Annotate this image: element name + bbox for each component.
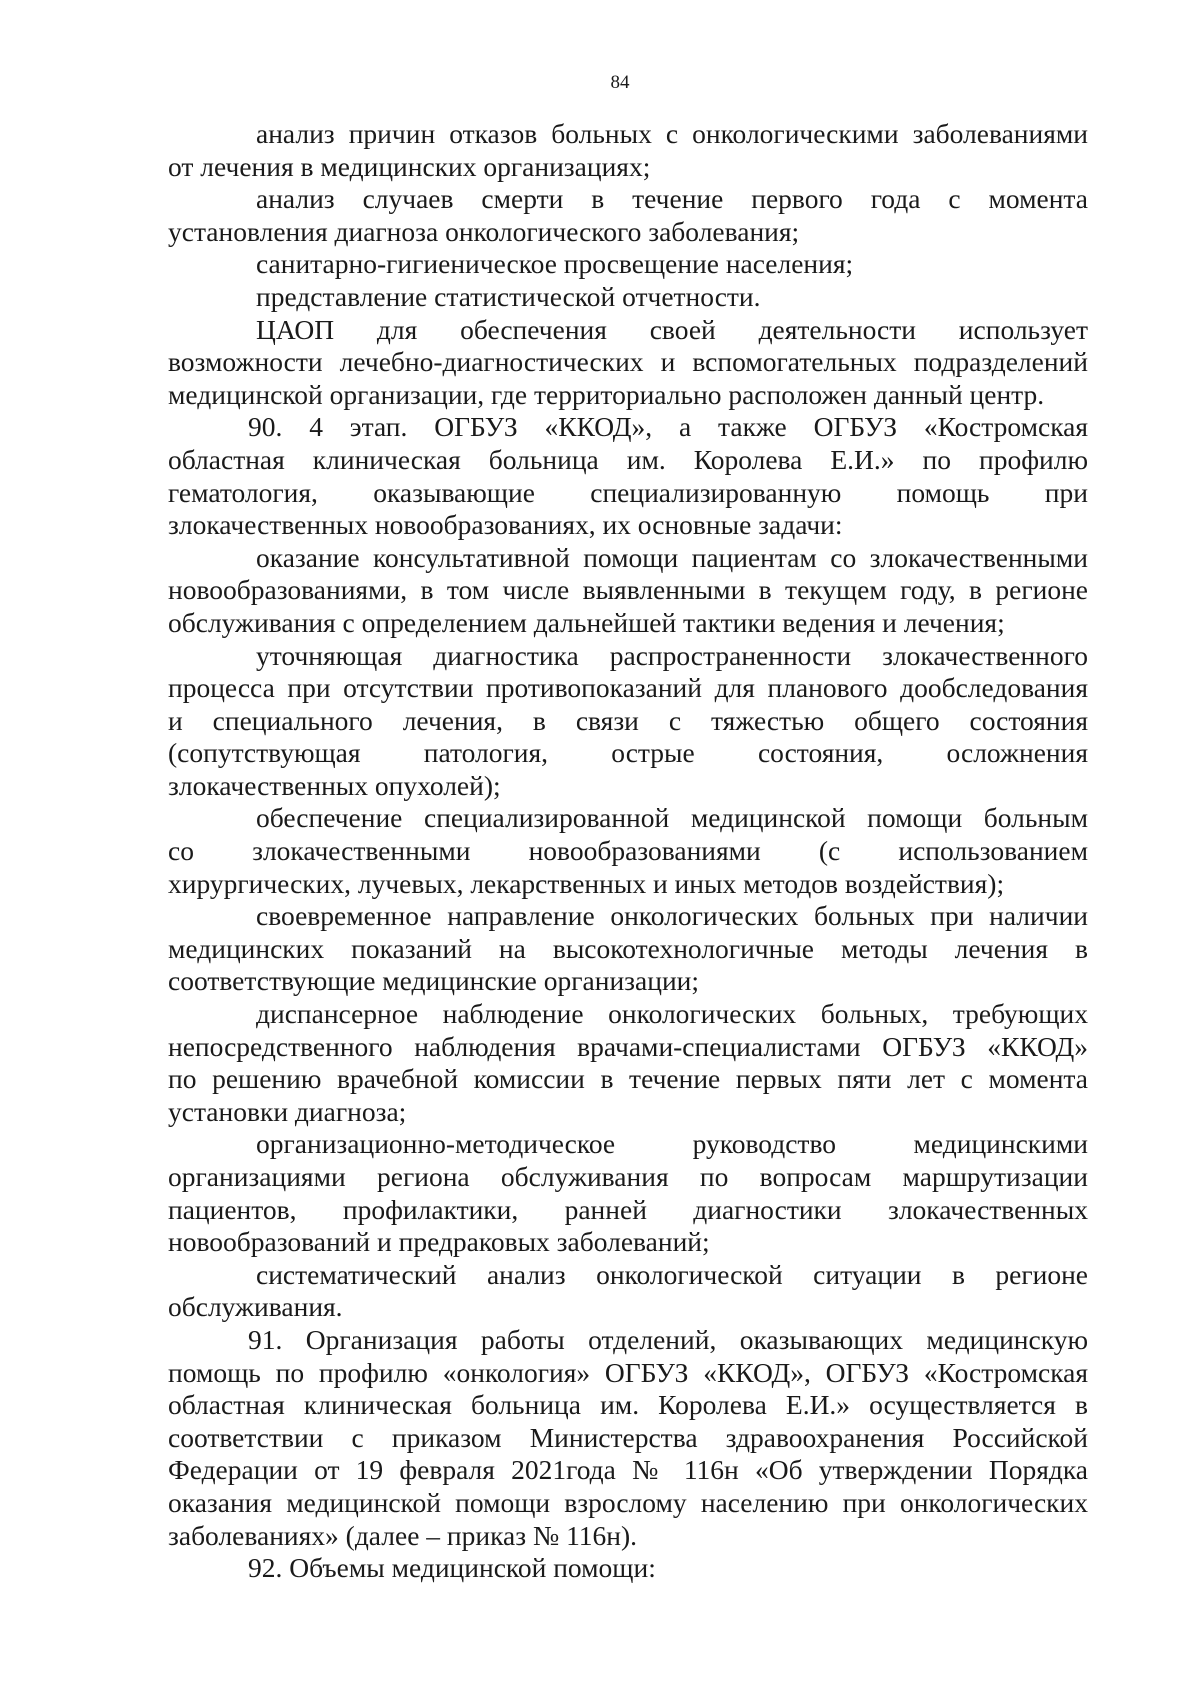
text-line: со злокачественными новообразованиями (с использованием: [168, 835, 1088, 867]
text-line: областная клиническая больница им. Королева Е.И.» осуществляется в: [168, 1389, 1088, 1421]
text-line: (сопутствующая патология, острые состояния, осложнения: [168, 737, 1088, 769]
page-number: 84: [610, 72, 630, 93]
text-line: анализ случаев смерти в течение первого года с момента: [256, 183, 1088, 215]
list-item-paragraph: [168, 183, 1088, 248]
text-line: соответствии с приказом Министерства здравоохранения Российской: [168, 1421, 1088, 1453]
text-line: оказания медицинской помощи взрослому населению при онкологических: [168, 1486, 1088, 1518]
text-line: 90. 4 этап. ОГБУЗ «ККОД», а также ОГБУЗ «Костромская: [248, 411, 1088, 443]
numbered-paragraph: [168, 411, 1088, 541]
list-item-paragraph: [168, 1128, 1088, 1258]
text-line: непосредственного наблюдения врачами-специалистами ОГБУЗ «ККОД»: [168, 1030, 1088, 1062]
text-line: представление статистической отчетности.: [256, 280, 761, 312]
text-line: медицинских показаний на высокотехнологичные методы лечения в: [168, 932, 1088, 964]
text-line: 92. Объемы медицинской помощи:: [248, 1552, 656, 1584]
text-line: организациями региона обслуживания по вопросам маршрутизации: [168, 1161, 1088, 1192]
list-item-paragraph: [168, 281, 1088, 314]
text-line: санитарно-гигиеническое просвещение населения;: [256, 248, 854, 280]
text-line: установки диагноза;: [168, 1095, 407, 1127]
numbered-paragraph: [168, 1324, 1088, 1552]
list-item-paragraph: [168, 542, 1088, 640]
list-item-paragraph: [168, 248, 1088, 281]
text-line: организационно-методическое руководство медицинскими: [256, 1128, 1088, 1160]
text-line: обслуживания.: [168, 1291, 343, 1323]
text-line: областная клиническая больница им. Королева Е.И.» по профилю: [168, 443, 1088, 475]
text-line: уточняющая диагностика распространенности злокачественного: [256, 639, 1088, 671]
text-line: соответствующие медицинские организации;: [168, 965, 700, 997]
text-line: злокачественных опухолей);: [168, 769, 501, 801]
text-line: систематический анализ онкологической ситуации в регионе: [256, 1258, 1088, 1290]
list-item-paragraph: [168, 118, 1088, 183]
text-line: 91. Организация работы отделений, оказывающих медицинскую: [248, 1323, 1088, 1355]
list-item-paragraph: [168, 900, 1088, 998]
list-item-paragraph: [168, 1259, 1088, 1324]
text-line: процесса при отсутствии противопоказаний для планового дообследования: [168, 672, 1088, 704]
text-line: помощь по профилю «онкология» ОГБУЗ «ККОД», ОГБУЗ «Костромская: [168, 1356, 1088, 1388]
text-line: от лечения в медицинских организациях;: [168, 150, 651, 182]
text-line: и специального лечения, в связи с тяжестью общего состояния: [168, 704, 1088, 736]
text-line: медицинской организации, где территориально расположен данный центр.: [168, 378, 1045, 410]
text-line: заболеваниях» (далее – приказ № 116н).: [168, 1519, 638, 1551]
text-line: обеспечение специализированной медицинской помощи больным: [256, 802, 1088, 834]
text-line: гематология, оказывающие специализированную помощь при: [168, 476, 1088, 508]
text-line: хирургических, лучевых, лекарственных и иных методов воздействия);: [168, 867, 1005, 899]
document-body: [168, 118, 1088, 1585]
list-item-paragraph: [168, 314, 1088, 412]
text-line: новообразованиями, в том числе выявленными в текущем году, в регионе: [168, 574, 1088, 606]
text-line: оказание консультативной помощи пациентам со злокачественными: [256, 541, 1088, 573]
text-line: анализ причин отказов больных с онкологическими заболеваниями: [256, 118, 1088, 149]
list-item-paragraph: [168, 802, 1088, 900]
text-line: диспансерное наблюдение онкологических больных, требующих: [256, 998, 1088, 1030]
text-line: ЦАОП для обеспечения своей деятельности использует: [256, 313, 1088, 345]
text-line: пациентов, профилактики, ранней диагностики злокачественных: [168, 1193, 1088, 1225]
list-item-paragraph: [168, 998, 1088, 1128]
list-item-paragraph: [168, 640, 1088, 803]
text-line: новообразований и предраковых заболеваний;: [168, 1226, 710, 1258]
text-line: злокачественных новообразованиях, их основные задачи:: [168, 509, 843, 541]
text-line: по решению врачебной комиссии в течение первых пяти лет с момента: [168, 1063, 1088, 1095]
text-line: своевременное направление онкологических больных при наличии: [256, 900, 1088, 932]
numbered-paragraph: [168, 1552, 1088, 1585]
text-line: Федерации от 19 февраля 2021года № 116н «Об утверждении Порядка: [168, 1454, 1088, 1486]
text-line: возможности лечебно-диагностических и вспомогательных подразделений: [168, 346, 1088, 378]
text-line: обслуживания с определением дальнейшей тактики ведения и лечения;: [168, 606, 1005, 638]
text-line: установления диагноза онкологического заболевания;: [168, 215, 800, 247]
